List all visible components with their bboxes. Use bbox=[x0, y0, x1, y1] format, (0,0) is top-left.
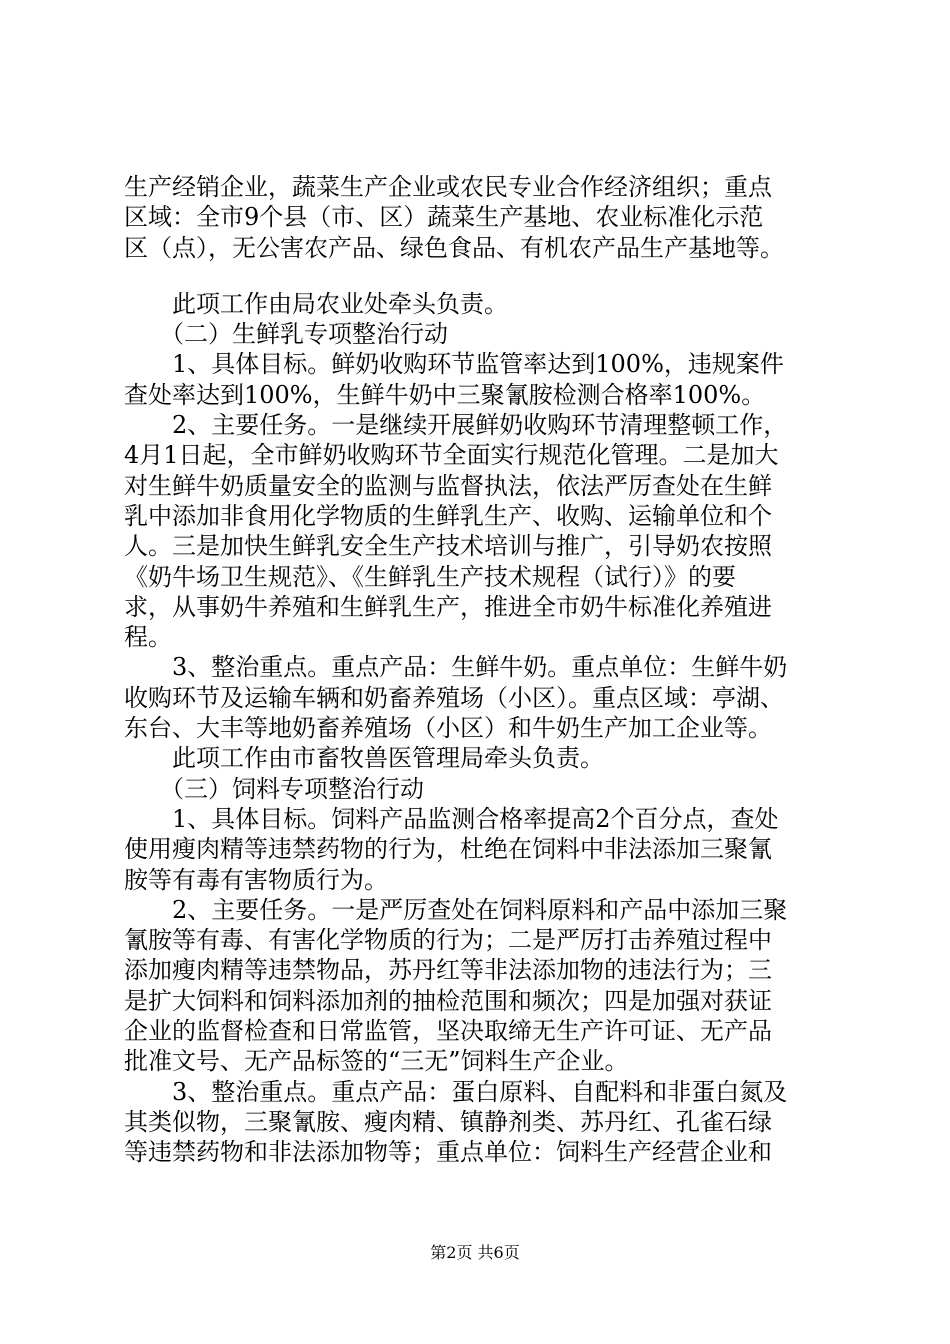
text-line: 对生鲜牛奶质量安全的监测与监督执法，依法严厉查处在生鲜 bbox=[124, 471, 772, 500]
document-body bbox=[124, 172, 844, 1168]
text-line: 生产经销企业，蔬菜生产企业或农民专业合作经济组织；重点 bbox=[124, 173, 772, 201]
text-line: 胺等有毒有害物质行为。 bbox=[124, 865, 388, 894]
section-heading: （三）饲料专项整治行动 bbox=[124, 774, 424, 803]
text-line: 东台、大丰等地奶畜养殖场（小区）和牛奶生产加工企业等。 bbox=[124, 714, 772, 743]
text-line: 使用瘦肉精等违禁药物的行为，杜绝在饲料中非法添加三聚氰 bbox=[124, 835, 772, 864]
text-line: 人。三是加快生鲜乳安全生产技术培训与推广，引导奶农按照 bbox=[124, 532, 772, 561]
text-line: 等违禁药物和非法添加物等；重点单位：饲料生产经营企业和 bbox=[124, 1138, 772, 1167]
text-line: 氰胺等有毒、有害化学物质的行为；二是严厉打击养殖过程中 bbox=[124, 926, 772, 955]
text-line: 企业的监督检查和日常监管，坚决取缔无生产许可证、无产品 bbox=[124, 1017, 772, 1046]
text-line: 4月1日起，全市鲜奶收购环节全面实行规范化管理。二是加大 bbox=[124, 441, 779, 470]
text-line: 其类似物，三聚氰胺、瘦肉精、镇静剂类、苏丹红、孔雀石绿 bbox=[124, 1107, 772, 1136]
text-line: 2、主要任务。一是继续开展鲜奶收购环节清理整顿工作， bbox=[124, 411, 788, 440]
text-line: 求，从事奶牛养殖和生鲜乳生产，推进全市奶牛标准化养殖进 bbox=[124, 592, 772, 621]
text-line: 此项工作由局农业处牵头负责。 bbox=[124, 289, 508, 318]
text-line: 乳中添加非食用化学物质的生鲜乳生产、收购、运输单位和个 bbox=[124, 501, 772, 530]
text-line: 批准文号、无产品标签的“三无”饲料生产企业。 bbox=[124, 1047, 629, 1076]
text-line: 1、具体目标。饲料产品监测合格率提高2个百分点，查处 bbox=[124, 804, 779, 833]
text-line: 1、具体目标。鲜奶收购环节监管率达到100%，违规案件 bbox=[124, 350, 784, 379]
text-line: 区域：全市9个县（市、区）蔬菜生产基地、农业标准化示范 bbox=[124, 203, 764, 232]
section-heading: （二）生鲜乳专项整治行动 bbox=[124, 320, 448, 349]
text-line: 添加瘦肉精等违禁物品，苏丹红等非法添加物的违法行为；三 bbox=[124, 956, 772, 985]
text-line: 3、整治重点。重点产品：生鲜牛奶。重点单位：生鲜牛奶 bbox=[124, 653, 788, 682]
text-line: 区（点），无公害农产品、绿色食品、有机农产品生产基地等。 bbox=[124, 233, 784, 262]
text-line: 《奶牛场卫生规范》、《生鲜乳生产技术规程（试行）》的要 bbox=[124, 562, 736, 591]
text-line: 是扩大饲料和饲料添加剂的抽检范围和频次；四是加强对获证 bbox=[124, 986, 772, 1015]
text-line: 3、整治重点。重点产品：蛋白原料、自配料和非蛋白氮及 bbox=[124, 1077, 788, 1106]
page-footer bbox=[0, 1243, 950, 1263]
text-line: 2、主要任务。一是严厉查处在饲料原料和产品中添加三聚 bbox=[124, 895, 788, 924]
paragraph-gap bbox=[124, 263, 844, 289]
page-number: 第2页 共6页 bbox=[430, 1243, 520, 1262]
text-line: 收购环节及运输车辆和奶畜养殖场（小区）。重点区域：亭湖、 bbox=[124, 683, 784, 712]
text-line: 查处率达到100%，生鲜牛奶中三聚氰胺检测合格率100%。 bbox=[124, 380, 766, 409]
text-line: 此项工作由市畜牧兽医管理局牵头负责。 bbox=[124, 744, 604, 773]
text-line: 程。 bbox=[124, 623, 172, 652]
